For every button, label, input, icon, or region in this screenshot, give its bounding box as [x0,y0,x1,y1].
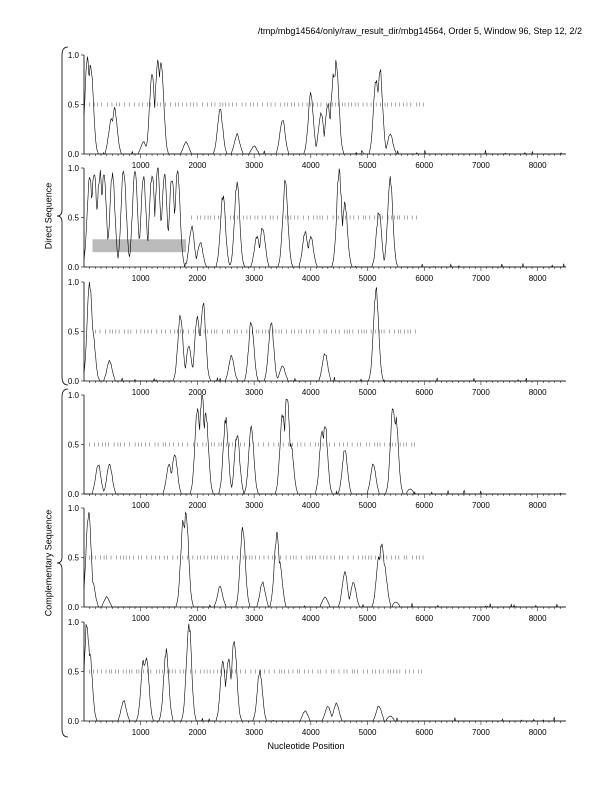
series-line [84,395,566,494]
x-tick-label: 6000 [415,388,434,397]
y-tick-label: 0.0 [67,603,79,612]
x-tick-label: 6000 [415,274,434,283]
x-tick-label: 3000 [245,274,264,283]
figure-title: /tmp/mbg14564/only/raw_result_dir/mbg14564, Order 5, Window 96, Step 12, 2/2 [257,26,582,36]
x-tick-label: 3000 [245,614,264,623]
x-tick-label: 5000 [358,161,377,170]
y-tick-label: 1.0 [67,391,79,400]
x-tick-label: 8000 [528,388,547,397]
x-tick-label: 5000 [358,501,377,510]
x-tick-label: 4000 [301,161,320,170]
series-line [84,512,566,607]
x-tick-label: 1000 [131,728,150,737]
x-tick-label: 1000 [131,388,150,397]
x-tick-label: 3000 [245,501,264,510]
direct-group-brace [57,47,68,385]
x-tick-label: 5000 [358,728,377,737]
x-tick-label: 8000 [528,728,547,737]
x-tick-label: 2000 [188,614,207,623]
x-tick-label: 7000 [472,388,490,397]
y-tick-label: 0.0 [67,377,79,386]
x-tick-label: 2000 [188,728,207,737]
x-tick-label: 6000 [415,501,434,510]
x-tick-label: 8000 [528,161,547,170]
x-tick-label: 7000 [472,614,490,623]
y-tick-label: 0.0 [67,150,79,159]
y-tick-label: 0.0 [67,263,79,272]
x-tick-label: 5000 [358,614,377,623]
y-tick-label: 0.5 [67,667,79,677]
x-tick-label: 1000 [131,614,150,623]
y-tick-label: 1.0 [67,504,79,513]
x-tick-label: 2000 [188,388,207,397]
y-tick-label: 0.0 [67,717,79,726]
y-tick-label: 1.0 [67,278,79,287]
x-axis-label: Nucleotide Position [267,741,345,751]
direct-sequence-label: Direct Sequence [42,182,53,250]
x-tick-label: 4000 [301,501,320,510]
y-tick-label: 0.5 [67,100,79,110]
x-tick-label: 3000 [245,161,264,170]
x-tick-label: 7000 [472,728,490,737]
highlight-band [93,239,187,252]
x-tick-label: 4000 [301,728,320,737]
x-tick-label: 1000 [131,501,150,510]
y-tick-label: 0.0 [67,490,79,499]
complementary-group-brace [57,389,68,737]
x-tick-label: 1000 [131,274,150,283]
x-tick-label: 7000 [472,161,490,170]
x-tick-label: 5000 [358,274,377,283]
y-tick-label: 0.5 [67,213,79,223]
x-tick-label: 8000 [528,274,547,283]
x-tick-label: 3000 [245,728,264,737]
y-tick-label: 1.0 [67,51,79,60]
x-tick-label: 6000 [415,161,434,170]
y-tick-label: 1.0 [67,618,79,627]
y-tick-label: 0.5 [67,327,79,337]
series-line [84,282,566,381]
x-tick-label: 2000 [188,274,207,283]
x-tick-label: 2000 [188,161,207,170]
x-tick-label: 6000 [415,728,434,737]
x-tick-label: 3000 [245,388,264,397]
x-tick-label: 7000 [472,501,490,510]
y-tick-label: 0.5 [67,553,79,563]
x-tick-label: 6000 [415,614,434,623]
x-tick-label: 2000 [188,501,207,510]
series-line [84,57,566,155]
x-tick-label: 8000 [528,614,547,623]
y-tick-label: 1.0 [67,164,79,173]
x-tick-label: 8000 [528,501,547,510]
x-tick-label: 4000 [301,274,320,283]
x-tick-label: 5000 [358,388,377,397]
x-tick-label: 4000 [301,614,320,623]
complementary-sequence-label: Complementary Sequence [42,509,53,617]
y-tick-label: 0.5 [67,440,79,450]
x-tick-label: 4000 [301,388,320,397]
x-tick-label: 1000 [131,161,150,170]
x-tick-label: 7000 [472,274,490,283]
